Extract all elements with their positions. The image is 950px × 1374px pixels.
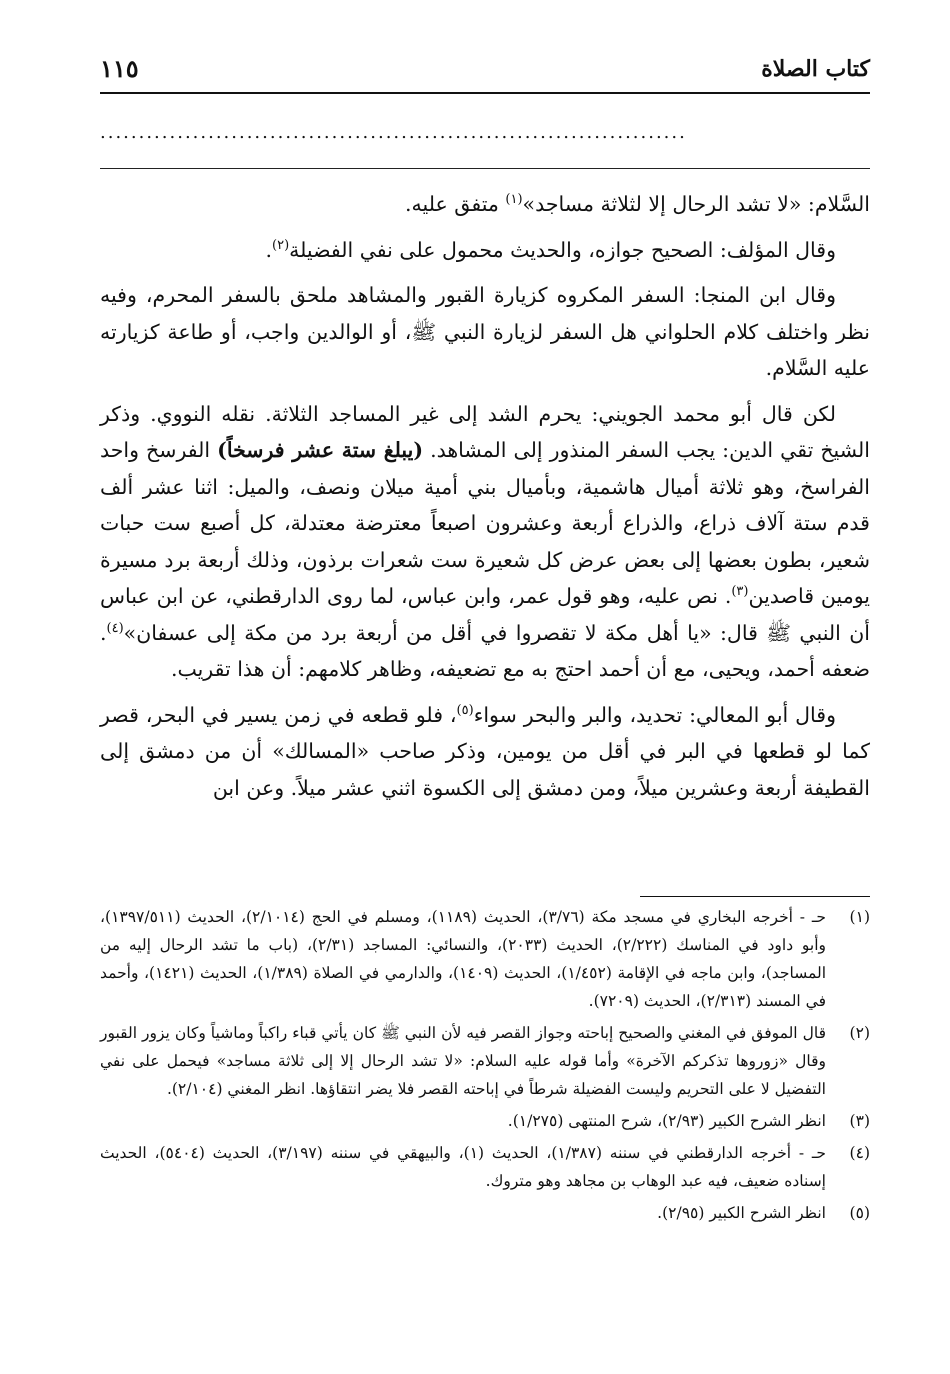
footnote-number: (٤) — [849, 1144, 870, 1162]
footnote-1 — [100, 903, 870, 1015]
footnote-text: حـ - أخرجه البخاري في مسجد مكة (٣/٧٦)، الحديث (١١٨٩)، ومسلم في الحج (٢/١٠١٤)، الحديث (١٣٩٧/٥١١)، وأبو داود في المناسك (٢/٢٢٢)، الحديث (٢٠٣٣)، والنسائي: المساجد (٢/٣١)، (باب ما تشد الرحال إليه من المساجد)، وابن ماجه في الإقامة (١/٤٥٢)، الحديث (١٤٠٩)، والدارمي في الصلاة (١/٣٨٩)، الحديث (١٤٢١)، وأحمد في المسند (٢/٣١٣)، الحديث (٧٢٠٩). — [100, 908, 827, 1010]
running-header — [100, 52, 870, 92]
footnote-4 — [100, 1139, 870, 1195]
paragraph-4: لكن قال أبو محمد الجويني: يحرم الشد إلى غير المساجد الثلاثة. نقله النووي. وذكر الشيخ تقي الدين: يجب السفر المنذور إلى المشاهد. (يبلغ ستة عشر فرسخاً) الفرسخ واحد الفراسخ، وهو ثلاثة أميال هاشمية، وبأميال بني أمية ميلان ونصف، والميل: اثنا عشر ألف قدم ستة آلاف ذراع، والذراع أربعة وعشرون اصبعاً معترضة معتدلة، كل أصبع ست حبات شعير، بطون بعضها إلى بعض عرض كل شعيرة ست شعرات برذون، وذلك أربعة برد مسيرة يومين قاصدين$^{(٣)}$. نص عليه، وهو قول عمر، وابن عباس، لما روى الدارقطني، عن ابن عباس أن النبي ﷺ قال: «يا أهل مكة لا تقصروا في أقل من أربعة برد من مكة إلى عسفان»$^{(٤)}$. ضعفه أحمد، ويحيى، مع أن أحمد احتج به مع تضعيفه، وظاهر كلامهم: أن هذا تقريب. — [100, 401, 870, 681]
paragraph-5: وقال أبو المعالي: تحديد، والبر والبحر سواء$^{(٥)}$، فلو قطعه في زمن يسير في البحر، قصر كما لو قطعها في البر في أقل من يومين، وذكر صاحب «المسالك» أن من دمشق إلى القطيفة أربعة وعشرين ميلاً، ومن دمشق إلى الكسوة اثني عشر ميلاً. وعن ابن — [100, 702, 870, 800]
footnote-number: (٢) — [849, 1024, 870, 1042]
footnote-2 — [100, 1019, 870, 1103]
footnote-5 — [100, 1199, 870, 1227]
footnote-rule — [640, 896, 870, 897]
note-mark-5: (٥) — [456, 702, 474, 718]
note-mark-3: (٣) — [731, 584, 749, 600]
footnote-3 — [100, 1107, 870, 1135]
chapter-title: كتاب الصلاة — [761, 56, 870, 82]
header-rule — [100, 92, 870, 94]
dotted-separator: ............................................................................ — [100, 122, 687, 143]
bolded-matn: (يبلغ ستة عشر فرسخاً) — [217, 438, 424, 462]
paragraph-1: السَّلام: «لا تشد الرحال إلا لثلاثة مساجد»$^{(١)}$ متفق عليه. — [405, 192, 870, 216]
footnote-text: حـ - أخرجه الدارقطني في سننه (١/٣٨٧)، الحديث (١)، والبيهقي في سننه (٣/١٩٧)، الحديث (٥٤٠٤)، الحديث إسناده ضعيف، فيه عبد الوهاب بن مجاهد وهو متروك. — [100, 1144, 827, 1190]
footnote-text: انظر الشرح الكبير (٢/٩٥). — [657, 1204, 826, 1222]
footnote-number: (١) — [849, 908, 870, 926]
page-number: ١١٥ — [100, 54, 139, 83]
footnote-number: (٣) — [849, 1112, 870, 1130]
note-mark-2: (٢) — [272, 237, 290, 253]
section-rule — [100, 168, 870, 169]
note-mark-4: (٤) — [106, 620, 124, 636]
footnote-number: (٥) — [849, 1204, 870, 1222]
paragraph-2: وقال المؤلف: الصحيح جوازه، والحديث محمول على نفي الفضيلة$^{(٢)}$. — [265, 237, 836, 262]
footnotes — [100, 903, 870, 1231]
paragraph-3: وقال ابن المنجا: السفر المكروه كزيارة القبور والمشاهد ملحق بالسفر المحرم، وفيه نظر واختلف كلام الحلواني هل السفر لزيارة النبي ﷺ، أو الوالدين واجب، أو طاعة كزيارته عليه السَّلام. — [100, 283, 870, 380]
note-mark-1: (١) — [505, 192, 523, 208]
main-text — [100, 186, 870, 815]
footnote-text: انظر الشرح الكبير (٢/٩٣)، شرح المنتهى (١/٢٧٥). — [507, 1112, 826, 1130]
footnote-text: قال الموفق في المغني والصحيح إباحته وجواز القصر فيه لأن النبي ﷺ كان يأتي قباء راكباً وماشياً وكان يزور القبور وقال «زوروها تذكركم الآخرة» وأما قوله عليه السلام: «لا تشد الرحال إلا إلى ثلاثة مساجد» فيحمل على نفي التفضيل لا على التحريم وليست الفضيلة شرطاً في إباحته القصر فلا يضر انتقاؤها. انظر المغني (٢/١٠٤). — [100, 1024, 826, 1098]
